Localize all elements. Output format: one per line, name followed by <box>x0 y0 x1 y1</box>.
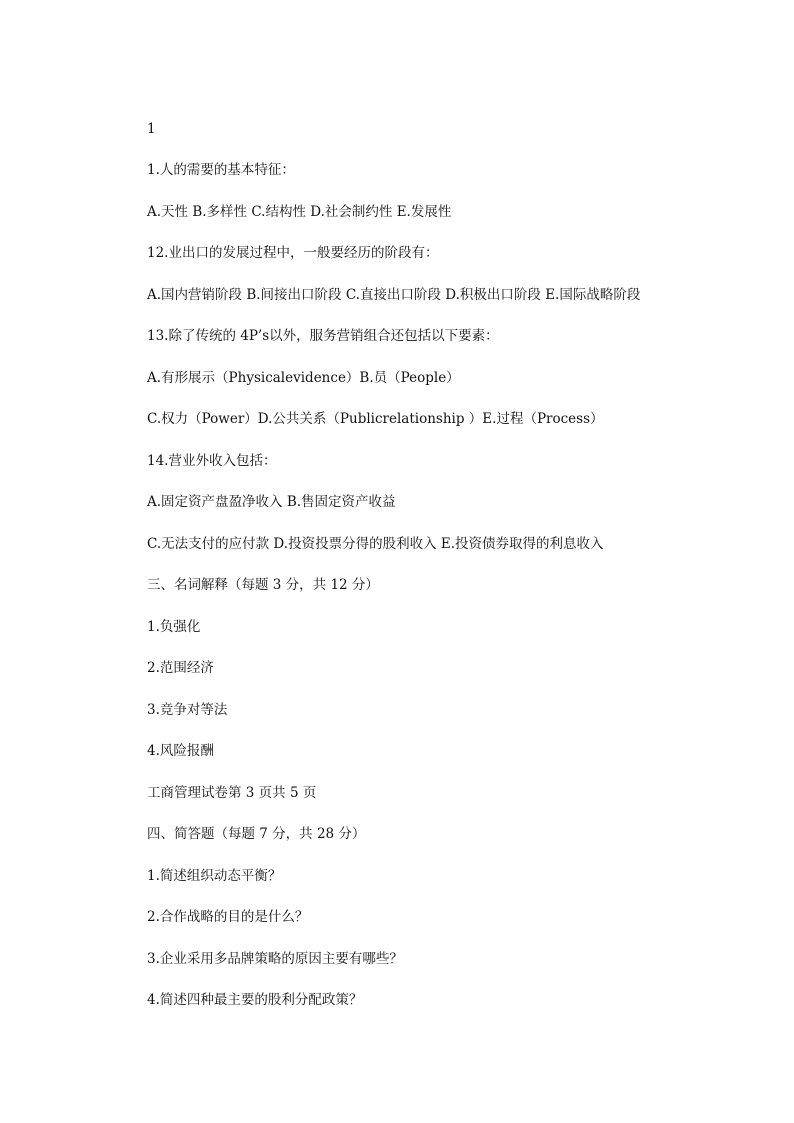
term-3: 3.竞争对等法 <box>147 702 228 718</box>
question-13-options-line-1: A.有形展示（Physicalevidence）B.员（People） <box>147 370 460 386</box>
question-14-options-line-2: C.无法支付的应付款 D.投资投票分得的股利收入 E.投资债券取得的利息收入 <box>147 536 604 552</box>
question-12-stem: 12.业出口的发展过程中，一般要经历的阶段有： <box>147 245 439 261</box>
term-1: 1.负强化 <box>147 619 201 635</box>
page-number-top: 1 <box>147 121 156 137</box>
question-12-options: A.国内营销阶段 B.间接出口阶段 C.直接出口阶段 D.积极出口阶段 E.国际战略阶段 <box>147 287 641 303</box>
term-2: 2.范围经济 <box>147 660 214 676</box>
term-4: 4.风险报酬 <box>147 743 214 759</box>
page-footer-text: 工商管理试卷第 3 页共 5 页 <box>147 785 317 801</box>
short-answer-1: 1.简述组织动态平衡？ <box>147 868 282 884</box>
short-answer-3: 3.企业采用多品牌策略的原因主要有哪些？ <box>147 951 403 967</box>
question-1-stem: 1.人的需要的基本特征： <box>147 162 295 178</box>
question-1-options: A.天性 B.多样性 C.结构性 D.社会制约性 E.发展性 <box>147 204 452 220</box>
section-3-heading: 三、名词解释（每题 3 分，共 12 分） <box>147 577 379 593</box>
question-13-stem: 13.除了传统的 4P’s以外，服务营销组合还包括以下要素： <box>147 328 499 344</box>
short-answer-4: 4.简述四种最主要的股利分配政策？ <box>147 992 363 1008</box>
short-answer-2: 2.合作战略的目的是什么？ <box>147 909 309 925</box>
question-14-stem: 14.营业外收入包括： <box>147 453 277 469</box>
question-14-options-line-1: A.固定资产盘盈净收入 B.售固定资产收益 <box>147 494 396 510</box>
section-4-heading: 四、简答题（每题 7 分，共 28 分） <box>147 826 366 842</box>
question-13-options-line-2: C.权力（Power）D.公共关系（Publicrelationship ）E.过程（Process） <box>147 411 604 427</box>
